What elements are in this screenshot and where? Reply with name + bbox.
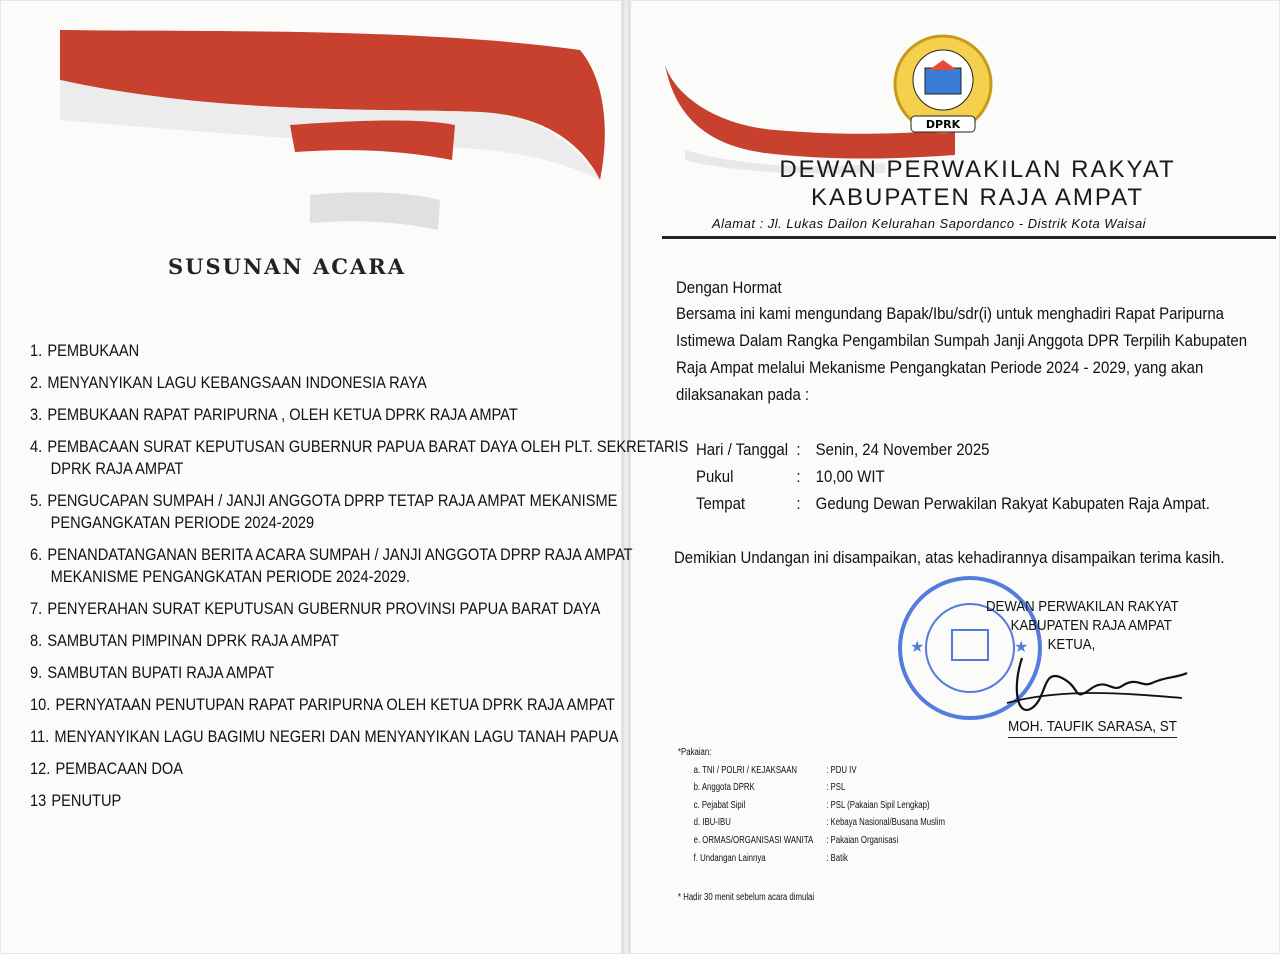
detail-row: Hari / Tanggal : Senin, 24 November 2025	[696, 440, 990, 459]
org-address: Alamat : Jl. Lukas Dailon Kelurahan Sapordanco - Distrik Kota Waisai	[712, 216, 1147, 231]
detail-row: Pukul : 10,00 WIT	[696, 467, 885, 486]
agenda-list	[30, 340, 689, 822]
signer-name: MOH. TAUFIK SARASA, ST	[1008, 718, 1177, 738]
dress-code: *Pakaian: a. TNI / POLRI / KEJAKSAAN : PDU IV b. Anggota DPRK : PSL c. Pejabat Sipil : PSL (Pakaian Sipil Lengkap) d. IBU-IBU : Kebaya Nasional/Busana Muslim e. ORMAS/ORGANISASI WANITA : Pakaian Organisasi f. Undangan Lainnya : Batik	[678, 744, 945, 867]
agenda-title: SUSUNAN ACARA	[168, 254, 406, 279]
svg-text:★: ★	[1014, 639, 1029, 656]
svg-text:★: ★	[910, 639, 925, 656]
list-item: 6. PENANDATANGANAN BERITA ACARA SUMPAH / JANJI ANGGOTA DPRP RAJA AMPAT MEKANISME PENGANGKATAN PERIODE 2024-2029.	[30, 545, 633, 586]
list-item: 8. SAMBUTAN PIMPINAN DPRK RAJA AMPAT	[30, 631, 340, 650]
arrival-note: * Hadir 30 menit sebelum acara dimulai	[678, 892, 815, 903]
closing-sentence: Demikian Undangan ini disampaikan, atas kehadirannya disampaikan terima kasih.	[674, 548, 1225, 567]
list-item: 7. PENYERAHAN SURAT KEPUTUSAN GUBERNUR PROVINSI PAPUA BARAT DAYA	[30, 599, 601, 618]
list-item: c. Pejabat Sipil : PSL (Pakaian Sipil Lengkap)	[693, 799, 930, 811]
list-item: 5. PENGUCAPAN SUMPAH / JANJI ANGGOTA DPRP TETAP RAJA AMPAT MEKANISME PENGANGKATAN PERIODE 2024-2029	[30, 491, 618, 532]
handwritten-signature	[1002, 648, 1192, 728]
event-details	[696, 436, 1210, 517]
list-item: d. IBU-IBU : Kebaya Nasional/Busana Muslim	[693, 817, 946, 829]
list-item: 12. PEMBACAAN DOA	[30, 759, 184, 778]
list-item: 10. PERNYATAAN PENUTUPAN RAPAT PARIPURNA OLEH KETUA DPRK RAJA AMPAT	[30, 695, 615, 714]
signature-block: DEWAN PERWAKILAN RAKYAT KABUPATEN RAJA AMPAT KETUA,	[986, 598, 1179, 653]
list-item: 9. SAMBUTAN BUPATI RAJA AMPAT	[30, 663, 275, 682]
org-name-line2: KABUPATEN RAJA AMPAT	[811, 184, 1144, 211]
list-item: 4. PEMBACAAN SURAT KEPUTUSAN GUBERNUR PAPUA BARAT DAYA OLEH PLT. SEKRETARIS DPRK RAJA AMPAT	[30, 437, 689, 478]
list-item: f. Undangan Lainnya : Batik	[693, 852, 848, 864]
list-item: 13 PENUTUP	[30, 791, 122, 810]
list-item: a. TNI / POLRI / KEJAKSAAN : PDU IV	[693, 764, 857, 776]
list-item: 3. PEMBUKAAN RAPAT PARIPURNA , OLEH KETUA DPRK RAJA AMPAT	[30, 405, 518, 424]
dprk-emblem	[883, 30, 1003, 138]
list-item: e. ORMAS/ORGANISASI WANITA : Pakaian Organisasi	[693, 834, 899, 846]
list-item: b. Anggota DPRK : PSL	[693, 782, 846, 794]
header-divider	[662, 236, 1276, 239]
svg-text:DPRK: DPRK	[925, 118, 961, 131]
page-fold	[622, 0, 630, 954]
list-item: 11. MENYANYIKAN LAGU BAGIMU NEGERI DAN MENYANYIKAN LAGU TANAH PAPUA	[30, 727, 619, 746]
list-item: 1. PEMBUKAAN	[30, 341, 140, 360]
invitation-paragraph: Bersama ini kami mengundang Bapak/Ibu/sdr(i) untuk menghadiri Rapat Paripurna Istimewa Dalam Rangka Pengambilan Sumpah Janji Anggota DPR Terpilih Kabupaten Raja Ampat melalui Mekanisme Pengangkatan Periode 2024 - 2029, yang akan dilaksanakan pada :	[676, 304, 1248, 404]
detail-row: Tempat : Gedung Dewan Perwakilan Rakyat Kabupaten Raja Ampat.	[696, 494, 1210, 513]
org-name-line1: DEWAN PERWAKILAN RAKYAT	[779, 156, 1176, 183]
list-item: 2. MENYANYIKAN LAGU KEBANGSAAN INDONESIA RAYA	[30, 373, 427, 392]
flag-ribbon-left	[60, 20, 620, 235]
greeting: Dengan Hormat	[676, 278, 782, 297]
